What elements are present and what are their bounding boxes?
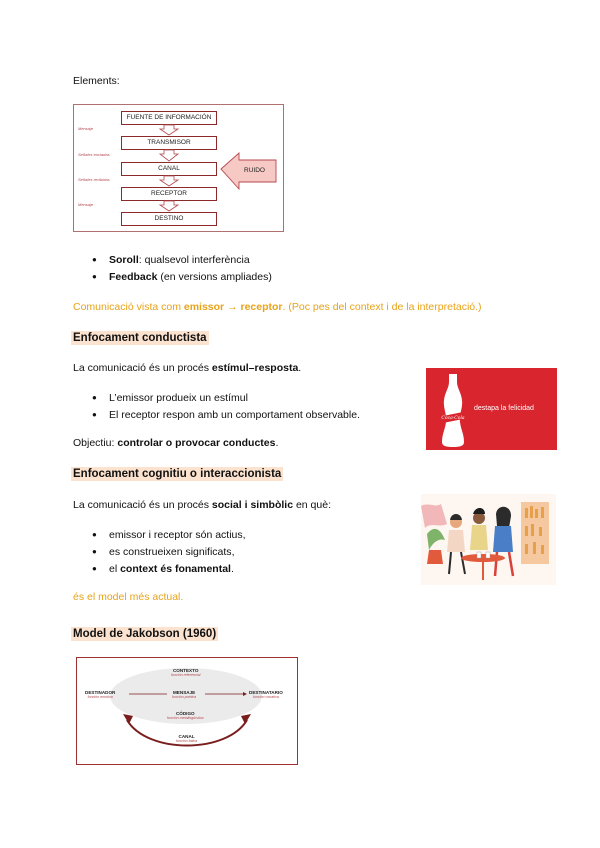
side-label: Mensaje xyxy=(78,126,94,131)
list-item: ● el context és fonamental. xyxy=(92,562,246,579)
list-item: ● L’emissor produeix un estímul xyxy=(92,391,360,408)
elements-label: Elements: xyxy=(73,75,120,87)
jakobson-diagram xyxy=(76,657,298,765)
shannon-diagram xyxy=(73,104,284,232)
side-label: Señales recibidas xyxy=(78,177,110,182)
diagram-box-source: FUENTE DE INFORMACIÓN xyxy=(121,111,217,125)
objective-line: Objectiu: controlar o provocar conductes. xyxy=(73,437,279,449)
section-heading-cognitive: Enfocament cognitiu o interaccionista xyxy=(73,468,282,480)
list-item: ● es construeixen significats, xyxy=(92,545,246,562)
arrow-down-icon xyxy=(160,125,178,135)
bullet-list-elements xyxy=(92,253,272,287)
ad-slogan: destapa la felicidad xyxy=(474,405,534,412)
list-item: ● Soroll: qualsevol interferència xyxy=(92,253,272,270)
list-item: ● El receptor respon amb un comportament observable. xyxy=(92,408,360,425)
side-label: Mensaje xyxy=(78,202,94,207)
bullet-list-cognitive xyxy=(92,528,246,579)
diagram-box-receiver: RECEPTOR xyxy=(121,187,217,201)
section-heading-jakobson: Model de Jakobson (1960) xyxy=(73,628,217,640)
bullet-list-behaviorist xyxy=(92,391,360,425)
diagram-box-destination: DESTINO xyxy=(121,212,217,226)
side-label: Señales enviadas xyxy=(78,152,110,157)
paragraph-cognitive: La comunicació és un procés social i simbòlic en què: xyxy=(73,499,331,511)
arrow-down-icon xyxy=(160,201,178,211)
jakobson-context: CONTEXTO función referencial xyxy=(171,668,201,677)
jakobson-emitter: DESTINADOR función emotiva xyxy=(85,690,116,699)
jakobson-receiver: DESTINATARIO función conativa xyxy=(249,690,283,699)
list-item: ● Feedback (en versions ampliades) xyxy=(92,270,272,287)
note-linear-model: Comunicació vista com emissor → receptor. (Poc pes del context i de la interpretació.) xyxy=(73,301,482,313)
bottle-icon xyxy=(438,372,468,448)
diagram-box-transmitter: TRANSMISOR xyxy=(121,136,217,150)
jakobson-message: MENSAJE función poética xyxy=(172,690,197,699)
svg-text:Coca-Cola: Coca-Cola xyxy=(441,416,465,421)
jakobson-channel: CANAL función fática xyxy=(176,734,198,743)
note-current-model: és el model més actual. xyxy=(73,591,184,603)
arrow-down-icon xyxy=(160,176,178,186)
list-item: ● emissor i receptor són actius, xyxy=(92,528,246,545)
people-conversation-illustration xyxy=(421,494,556,585)
arrow-down-icon xyxy=(160,150,178,161)
section-heading-behaviorist: Enfocament conductista xyxy=(73,332,207,344)
jakobson-code: CÓDIGO función metalingüística xyxy=(167,711,204,720)
diagram-box-channel: CANAL xyxy=(121,162,217,176)
noise-label: RUIDO xyxy=(244,167,265,174)
paragraph-behaviorist: La comunicació és un procés estímul–resposta. xyxy=(73,362,302,374)
coca-cola-ad-image xyxy=(426,368,557,450)
